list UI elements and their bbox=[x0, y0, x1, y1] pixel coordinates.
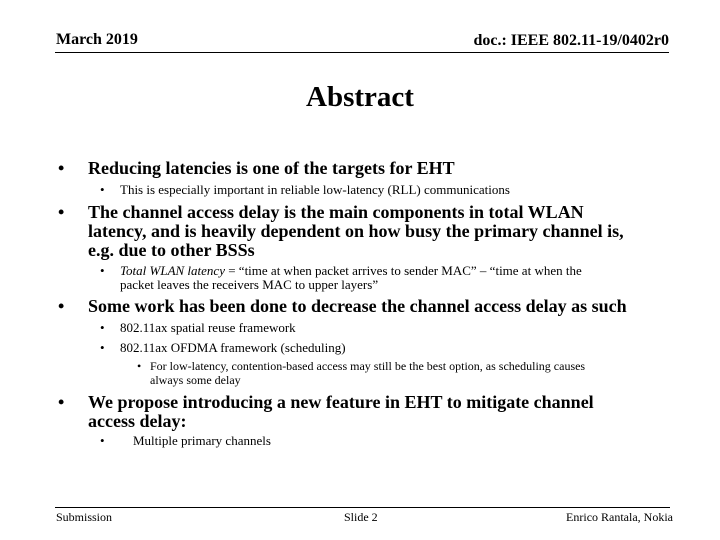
footer-rule bbox=[55, 507, 670, 508]
bullet-2-line-2: latency, and is heavily dependent on how busy the primary channel is, bbox=[88, 221, 624, 241]
bullet-2-sub-italic: Total WLAN latency bbox=[120, 263, 225, 278]
header-rule bbox=[55, 52, 669, 53]
slide-title: Abstract bbox=[306, 81, 414, 113]
bullet-2-sub-line-1 bbox=[120, 263, 582, 278]
bullet-3-subsub-line-2: always some delay bbox=[150, 373, 241, 387]
subsub-bullet-marker: • bbox=[137, 359, 142, 373]
header-doc-id: doc.: IEEE 802.11-19/0402r0 bbox=[473, 32, 669, 49]
sub-bullet-marker: • bbox=[100, 263, 105, 278]
bullet-3-sub-1: 802.11ax spatial reuse framework bbox=[120, 320, 296, 335]
sub-bullet-marker: • bbox=[100, 320, 105, 335]
bullet-marker: • bbox=[58, 296, 65, 316]
bullet-marker: • bbox=[58, 392, 65, 412]
sub-bullet-marker: • bbox=[100, 182, 105, 197]
footer-slide-number: Slide 2 bbox=[344, 510, 378, 524]
bullet-2-line-3: e.g. due to other BSSs bbox=[88, 240, 255, 260]
bullet-marker: • bbox=[58, 158, 65, 178]
bullet-2-sub-line-2: packet leaves the receivers MAC to upper layers” bbox=[120, 277, 379, 292]
bullet-4-line-1: We propose introducing a new feature in EHT to mitigate channel bbox=[88, 392, 594, 412]
bullet-3-subsub-line-1: For low-latency, contention-based access may still be the best option, as scheduling causes bbox=[150, 359, 586, 373]
bullet-3-sub-2: 802.11ax OFDMA framework (scheduling) bbox=[120, 340, 346, 355]
footer-author: Enrico Rantala, Nokia bbox=[566, 510, 673, 524]
bullet-2-line-1: The channel access delay is the main components in total WLAN bbox=[88, 202, 584, 222]
sub-bullet-marker: • bbox=[100, 433, 105, 448]
footer-left: Submission bbox=[56, 510, 113, 524]
bullet-2-sub-rest: = “time at when packet arrives to sender MAC” – “time at when the bbox=[224, 263, 582, 278]
header-date: March 2019 bbox=[56, 31, 138, 48]
sub-bullet-marker: • bbox=[100, 340, 105, 355]
bullet-4-sub-1: Multiple primary channels bbox=[133, 433, 271, 448]
bullet-marker: • bbox=[58, 202, 65, 222]
bullet-1-text: Reducing latencies is one of the targets for EHT bbox=[88, 158, 455, 178]
bullet-3-text: Some work has been done to decrease the channel access delay as such bbox=[88, 296, 627, 316]
bullet-4-line-2: access delay: bbox=[88, 411, 187, 431]
bullet-1-sub-1: This is especially important in reliable low-latency (RLL) communications bbox=[120, 182, 510, 197]
